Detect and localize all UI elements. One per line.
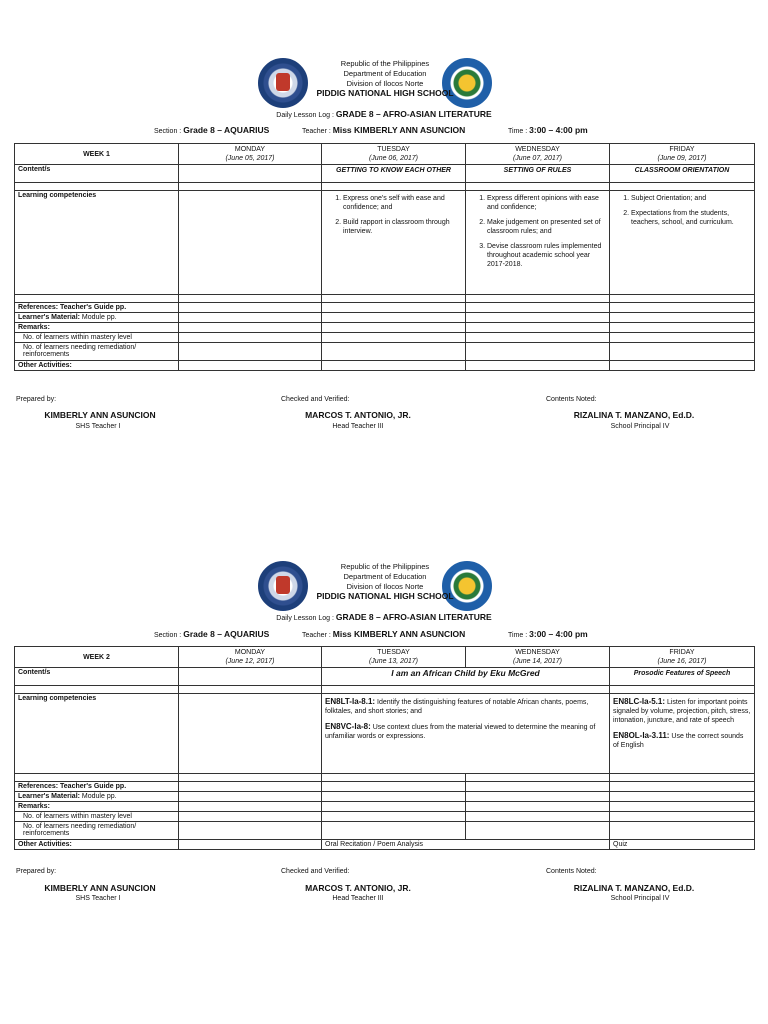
topic-friday: Prosodic Features of Speech xyxy=(610,668,755,686)
noter-role: School Principal IV xyxy=(610,423,670,430)
competencies-wednesday: 1. Express different opinions with ease and confidence; 2. Make judgement on presented set of classroom rules; and 3. Devise classroom rules implemented throughout academic school year 2017-2018. xyxy=(466,191,610,295)
header-republic: Republic of the Philippines xyxy=(340,59,430,68)
lesson-log-week-1 xyxy=(0,56,768,436)
competencies-friday: EN8LC-Ia-5.1: Listen for important points signaled by volume, projection, pitch, stress, intonation, juncture, and rate of speech EN8OL-Ia-3.11: Use the correct sounds of English xyxy=(610,694,755,774)
header-department: Department of Education xyxy=(343,69,427,78)
day-header-tuesday: TUESDAY (June 13, 2017) xyxy=(322,647,466,668)
row-label-contents: Content/s xyxy=(15,668,179,686)
row-label-materials: Learner's Material: Module pp. xyxy=(15,313,179,323)
row-label-contents: Content/s xyxy=(15,165,179,183)
topic-tuesday: GETTING TO KNOW EACH OTHER xyxy=(322,165,466,183)
row-label-materials: Learner's Material: Module pp. xyxy=(15,792,179,802)
header-school-name: PIDDIG NATIONAL HIGH SCHOOL xyxy=(316,591,454,601)
row-label-competencies: Learning competencies xyxy=(15,191,179,295)
header-department: Department of Education xyxy=(343,572,427,581)
topic-friday: CLASSROOM ORIENTATION xyxy=(610,165,755,183)
lesson-log-week-2 xyxy=(0,559,768,909)
week-label: WEEK 2 xyxy=(15,647,179,668)
row-label-references: References: Teacher's Guide pp. xyxy=(15,782,179,792)
teacher-info: Teacher : Miss KIMBERLY ANN ASUNCION xyxy=(302,125,466,135)
checker-role: Head Teacher III xyxy=(332,895,384,902)
checker-name: MARCOS T. ANTONIO, JR. xyxy=(305,883,411,893)
day-header-monday: MONDAY (June 12, 2017) xyxy=(179,647,322,668)
checked-label: Checked and Verified: xyxy=(281,396,350,403)
day-header-friday: FRIDAY (June 09, 2017) xyxy=(610,144,755,165)
noted-label: Contents Noted: xyxy=(546,868,597,875)
checker-name: MARCOS T. ANTONIO, JR. xyxy=(305,410,411,420)
section-info: Section : Grade 8 – AQUARIUS xyxy=(154,125,270,135)
competencies-tuesday: 1. Express one's self with ease and confidence; and 2. Build rapport in classroom through interview. xyxy=(322,191,466,295)
row-label-remediation: No. of learners needing remediation/ reinforcements xyxy=(15,822,179,840)
school-header xyxy=(0,559,768,639)
dll-title: Daily Lesson Log : GRADE 8 – AFRO-ASIAN LITERATURE xyxy=(276,612,492,622)
day-header-friday: FRIDAY (June 16, 2017) xyxy=(610,647,755,668)
preparer-name: KIMBERLY ANN ASUNCION xyxy=(44,883,156,893)
noter-name: RIZALINA T. MANZANO, Ed.D. xyxy=(573,883,695,893)
topic-tuesday-wednesday: I am an African Child by Eku McGred xyxy=(322,668,610,686)
noter-role: School Principal IV xyxy=(610,895,670,902)
lesson-table-week-1 xyxy=(14,143,755,371)
header-division: Division of Ilocos Norte xyxy=(346,79,424,88)
other-activity-friday: Quiz xyxy=(610,840,755,850)
row-label-remarks: Remarks: xyxy=(15,323,179,333)
lesson-table-week-2 xyxy=(14,646,755,850)
time-info: Time : 3:00 – 4:00 pm xyxy=(508,125,588,135)
checker-role: Head Teacher III xyxy=(332,423,384,430)
noted-label: Contents Noted: xyxy=(546,396,597,403)
prepared-label: Prepared by: xyxy=(16,396,57,403)
row-label-other: Other Activities: xyxy=(15,840,179,850)
other-activity-tuesday: Oral Recitation / Poem Analysis xyxy=(322,840,610,850)
row-label-references: References: Teacher's Guide pp. xyxy=(15,303,179,313)
topic-wednesday: SETTING OF RULES xyxy=(466,165,610,183)
teacher-info: Teacher : Miss KIMBERLY ANN ASUNCION xyxy=(302,629,466,639)
day-header-tuesday: TUESDAY (June 06, 2017) xyxy=(322,144,466,165)
time-info: Time : 3:00 – 4:00 pm xyxy=(508,629,588,639)
noter-name: RIZALINA T. MANZANO, Ed.D. xyxy=(573,410,695,420)
row-label-remediation: No. of learners needing remediation/ reinforcements xyxy=(15,343,179,361)
section-info: Section : Grade 8 – AQUARIUS xyxy=(154,629,270,639)
prepared-label: Prepared by: xyxy=(16,868,57,875)
row-label-mastery: No. of learners within mastery level xyxy=(15,812,179,822)
competencies-friday: 1. Subject Orientation; and 2. Expectations from the students, teachers, school, and curriculum. xyxy=(610,191,755,295)
preparer-role: SHS Teacher I xyxy=(75,423,121,430)
checked-label: Checked and Verified: xyxy=(281,868,350,875)
row-label-mastery: No. of learners within mastery level xyxy=(15,333,179,343)
row-label-remarks: Remarks: xyxy=(15,802,179,812)
preparer-name: KIMBERLY ANN ASUNCION xyxy=(44,410,156,420)
day-header-wednesday: WEDNESDAY (June 07, 2017) xyxy=(466,144,610,165)
row-label-other: Other Activities: xyxy=(15,361,179,371)
header-republic: Republic of the Philippines xyxy=(340,562,430,571)
competencies-tuesday-wednesday: EN8LT-Ia-8.1: Identify the distinguishing features of notable African chants, poems, folktales, and short stories; and EN8VC-Ia-8: Use context clues from the material viewed to determine the meaning of unfamiliar words or expressions. xyxy=(322,694,610,774)
row-label-competencies: Learning competencies xyxy=(15,694,179,774)
header-division: Division of Ilocos Norte xyxy=(346,582,424,591)
preparer-role: SHS Teacher I xyxy=(75,895,121,902)
day-header-monday: MONDAY (June 05, 2017) xyxy=(179,144,322,165)
header-school-name: PIDDIG NATIONAL HIGH SCHOOL xyxy=(316,88,454,98)
day-header-wednesday: WEDNESDAY (June 14, 2017) xyxy=(466,647,610,668)
week-label: WEEK 1 xyxy=(15,144,179,165)
dll-title: Daily Lesson Log : GRADE 8 – AFRO-ASIAN LITERATURE xyxy=(276,109,492,119)
school-header xyxy=(0,56,768,136)
